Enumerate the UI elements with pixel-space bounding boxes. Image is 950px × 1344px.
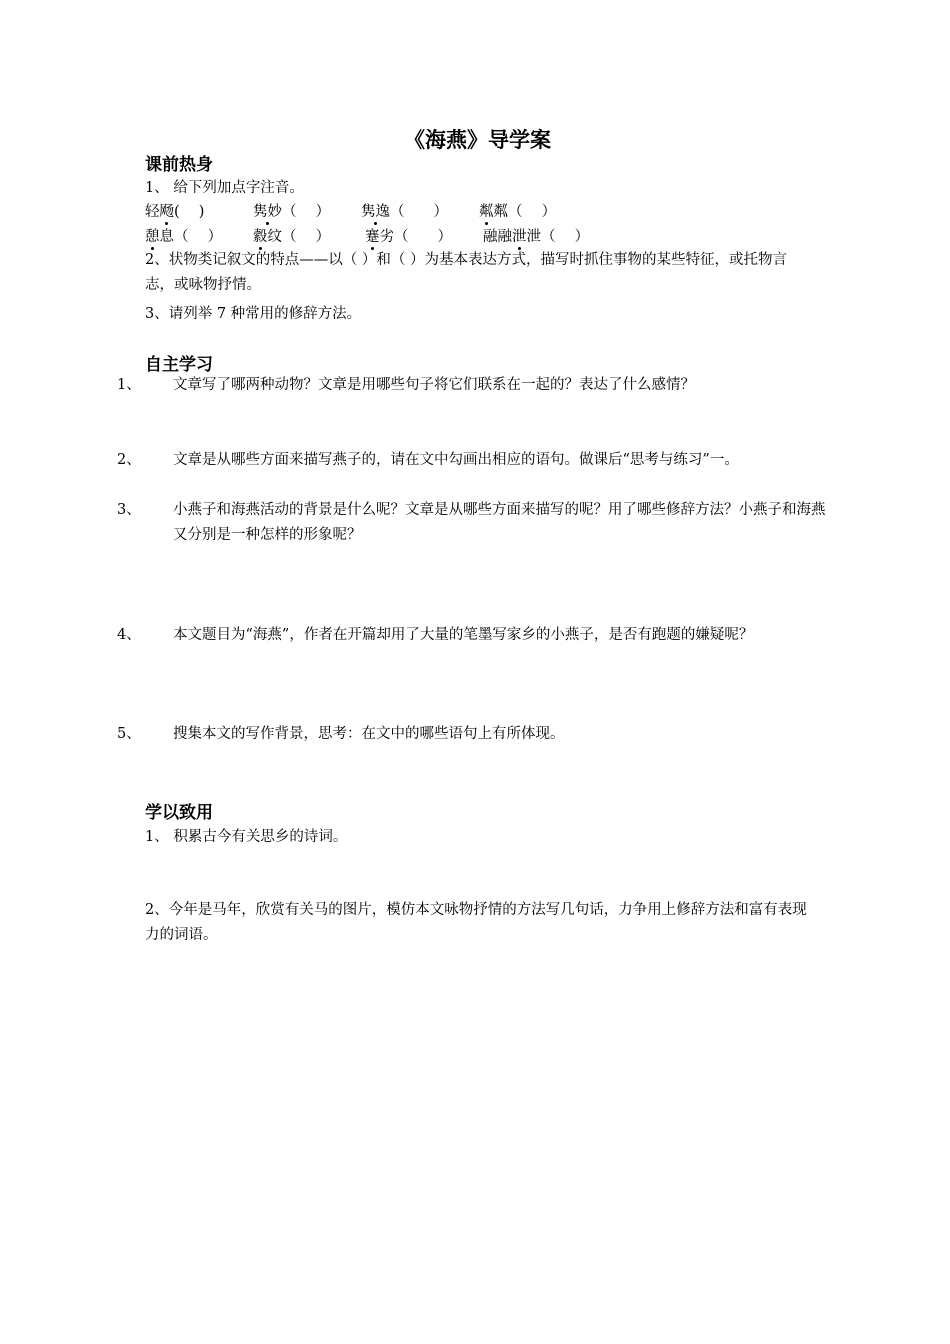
section-heading-application: 学以致用 <box>145 803 213 823</box>
pinyin-item: 隽逸（ ） <box>361 204 448 220</box>
warmup-question-3: 3、请列举 7 种常用的修辞方法。 <box>145 306 362 322</box>
pinyin-item: 粼粼（ ） <box>479 204 557 220</box>
study-question-2: 2、 文章是从哪些方面来描写燕子的，请在文中勾画出相应的语句。做课后“思考与练习”一。 <box>117 452 739 468</box>
study-question-4: 4、 本文题目为“海燕”，作者在开篇却用了大量的笔墨写家乡的小燕子，是否有跑题的嫌疑呢？ <box>117 627 754 643</box>
study-question-1: 1、 文章写了哪两种动物？文章是用哪些句子将它们联系在一起的？表达了什么感情？ <box>117 377 695 393</box>
pinyin-item: 融融泄泄（ ） <box>483 229 590 245</box>
pinyin-item: 轻飏( ) <box>145 204 205 220</box>
pinyin-item: 隽妙（ ） <box>253 204 331 220</box>
study-question-5: 5、 搜集本文的写作背景，思考：在文中的哪些语句上有所体现。 <box>117 726 565 742</box>
pinyin-row-1 <box>145 200 556 221</box>
warmup-question-2: 2、状物类记叙文的特点——以（ ）和（ ）为基本表达方式，描写时抓住事物的某些特征，或托物言志，或咏物抒情。 <box>145 252 787 293</box>
pinyin-item: 縠纹（ ） <box>253 229 331 245</box>
application-question-1: 1、 积累古今有关思乡的诗词。 <box>145 829 348 845</box>
section-heading-warmup: 课前热身 <box>145 155 213 175</box>
warmup-question-1: 1、 给下列加点字注音。 <box>145 180 304 196</box>
study-question-3: 3、 小燕子和海燕活动的背景是什么呢？文章是从哪些方面来描写的呢？用了哪些修辞方法？小燕子和海燕又分别是一种怎样的形象呢？ <box>117 502 826 543</box>
pinyin-item: 蹇劣（ ） <box>365 229 452 245</box>
pinyin-row-2 <box>145 225 589 246</box>
pinyin-item: 憩息（ ） <box>145 229 223 245</box>
section-heading-self-study: 自主学习 <box>145 355 213 375</box>
document-title: 《海燕》导学案 <box>404 128 551 152</box>
application-question-2: 2、今年是马年，欣赏有关马的图片，模仿本文咏物抒情的方法写几句话，力争用上修辞方法和富有表现力的词语。 <box>145 902 807 943</box>
